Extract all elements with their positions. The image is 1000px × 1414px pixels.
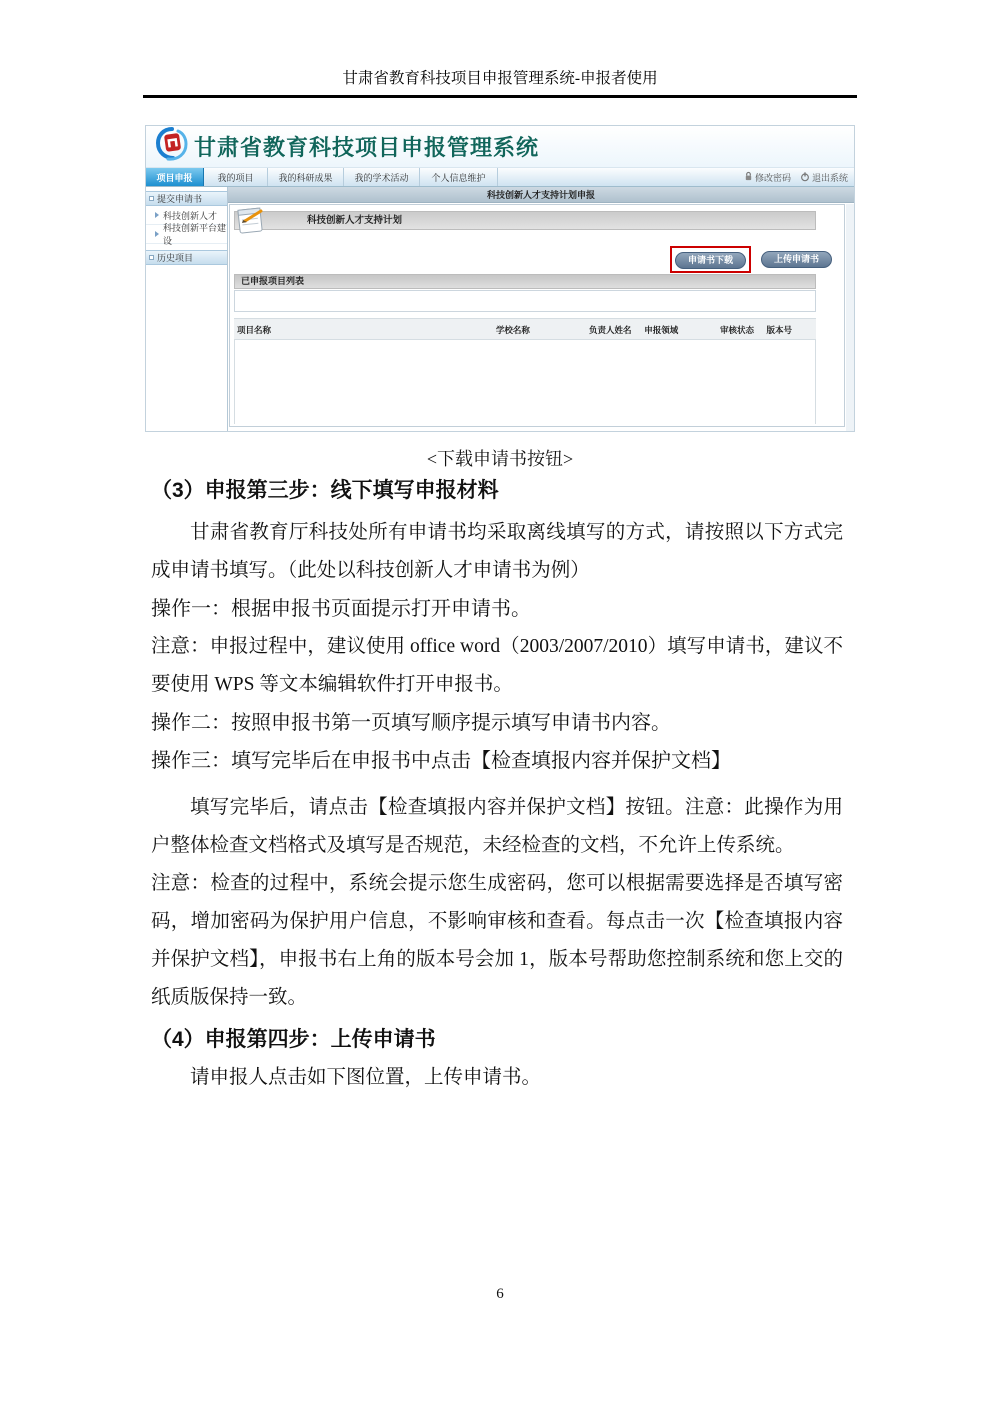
- column-version: 版本号: [766, 325, 793, 335]
- sidebar-item-label: 科技创新平台建设: [163, 223, 227, 246]
- content-panel: [229, 204, 845, 427]
- header-rule: [143, 95, 857, 98]
- app-title: 甘肃省教育科技项目申报管理系统: [194, 135, 540, 160]
- screenshot-caption: <下载申请书按钮>: [426, 449, 574, 469]
- scrollbar[interactable]: [846, 204, 854, 431]
- column-apply-field: 申报领域: [644, 325, 679, 335]
- content-area: [228, 187, 854, 431]
- column-review-status: 审核状态: [719, 325, 754, 335]
- app-logo-icon: [154, 126, 190, 167]
- app-header: [146, 126, 854, 168]
- sidebar-section-label: 提交申请书: [157, 194, 203, 204]
- operation2-heading: 操作二：按照申报书第一页填写顺序提示填写申请书内容。: [151, 712, 671, 734]
- column-project-name: 项目名称: [237, 325, 272, 335]
- change-password-label: 修改密码: [754, 173, 791, 183]
- nav-bar: [146, 168, 854, 187]
- projects-table-header: [234, 318, 816, 340]
- panel-header: 科技创新人才支持计划: [234, 211, 816, 230]
- sidebar-section-history: [146, 250, 227, 265]
- nav-user-actions: [744, 168, 848, 187]
- lock-icon: [744, 171, 753, 184]
- download-application-button[interactable]: 申请书下载: [675, 252, 746, 269]
- paragraph-check-protect: 填写完毕后，请点击【检查填报内容并保护文档】按钮。注意：此操作为用户整体检查文档格式及填写是否规范，未经检查的文档，不允许上传系统。: [151, 797, 843, 856]
- change-password-link[interactable]: [744, 171, 791, 184]
- document-body: [151, 472, 843, 1097]
- square-bullet-icon: [149, 196, 154, 201]
- red-highlight-box: [670, 246, 751, 273]
- paragraph-upload-instruction: 请申报人点击如下图位置，上传申请书。: [190, 1067, 542, 1088]
- section3-heading: （3）申报第三步：线下填写申报材料: [151, 479, 499, 502]
- arrow-bullet-icon: [155, 212, 159, 218]
- content-title-bar: 科技创新人才支持计划申报: [228, 187, 854, 203]
- logout-label: 退出系统: [811, 173, 848, 183]
- upload-application-button[interactable]: 上传申请书: [761, 251, 832, 268]
- tab-my-projects[interactable]: 我的项目: [204, 168, 268, 186]
- column-school-name: 学校名称: [495, 325, 530, 335]
- tab-personal-info[interactable]: 个人信息维护: [420, 168, 498, 186]
- sidebar-section-label: 历史项目: [157, 253, 194, 263]
- paragraph-offline-fill: 甘肃省教育厅科技处所有申请书均采取离线填写的方式，请按照以下方式完成申请书填写。（此处以科技创新人才申请书为例）: [151, 522, 843, 581]
- empty-row-box: [234, 290, 816, 312]
- sidebar-item-platform-build[interactable]: [146, 225, 227, 244]
- column-leader-name: 负责人姓名: [589, 325, 632, 335]
- operation1-heading: 操作一：根据申报书页面提示打开申请书。: [151, 598, 531, 620]
- arrow-bullet-icon: [155, 231, 159, 237]
- tab-my-research[interactable]: 我的科研成果: [268, 168, 344, 186]
- paragraph-note-office-word: 注意：申报过程中，建议使用 office word（2003/2007/2010）填写申请书，建议不要使用 WPS 等文本编辑软件打开申报书。: [151, 636, 843, 695]
- button-row: [670, 246, 832, 273]
- square-bullet-icon: [149, 255, 154, 260]
- page-number: 6: [496, 1286, 504, 1302]
- notepad-pencil-icon: [234, 205, 268, 236]
- tab-my-academic[interactable]: 我的学术活动: [344, 168, 420, 186]
- sidebar-item-label: 科技创新人才: [163, 210, 218, 221]
- paragraph-note-password-version: 注意：检查的过程中，系统会提示您生成密码，您可以根据需要选择是否填写密码，增加密码为保护用户信息，不影响审核和查看。每点击一次【检查填报内容并保护文档】，申报书右上角的版本号会加 1，版本号帮助您控制系统和您上交的纸质版保持一致。: [151, 873, 843, 1008]
- app-screenshot: [145, 125, 855, 432]
- document-header: 甘肃省教育科技项目申报管理系统-申报者使用: [342, 70, 658, 87]
- projects-table-body: [234, 340, 816, 424]
- section4-heading: （4）申报第四步：上传申请书: [151, 1028, 436, 1051]
- tab-project-apply[interactable]: 项目申报: [146, 168, 204, 186]
- logout-link[interactable]: [800, 171, 848, 184]
- operation3-heading: 操作三：填写完毕后在申报书中点击【检查填报内容并保护文档】: [151, 750, 731, 772]
- sidebar-section-submit: [146, 191, 227, 206]
- declared-projects-list-header: 已申报项目列表: [234, 274, 816, 289]
- sidebar: [146, 187, 228, 431]
- power-icon: [800, 171, 810, 184]
